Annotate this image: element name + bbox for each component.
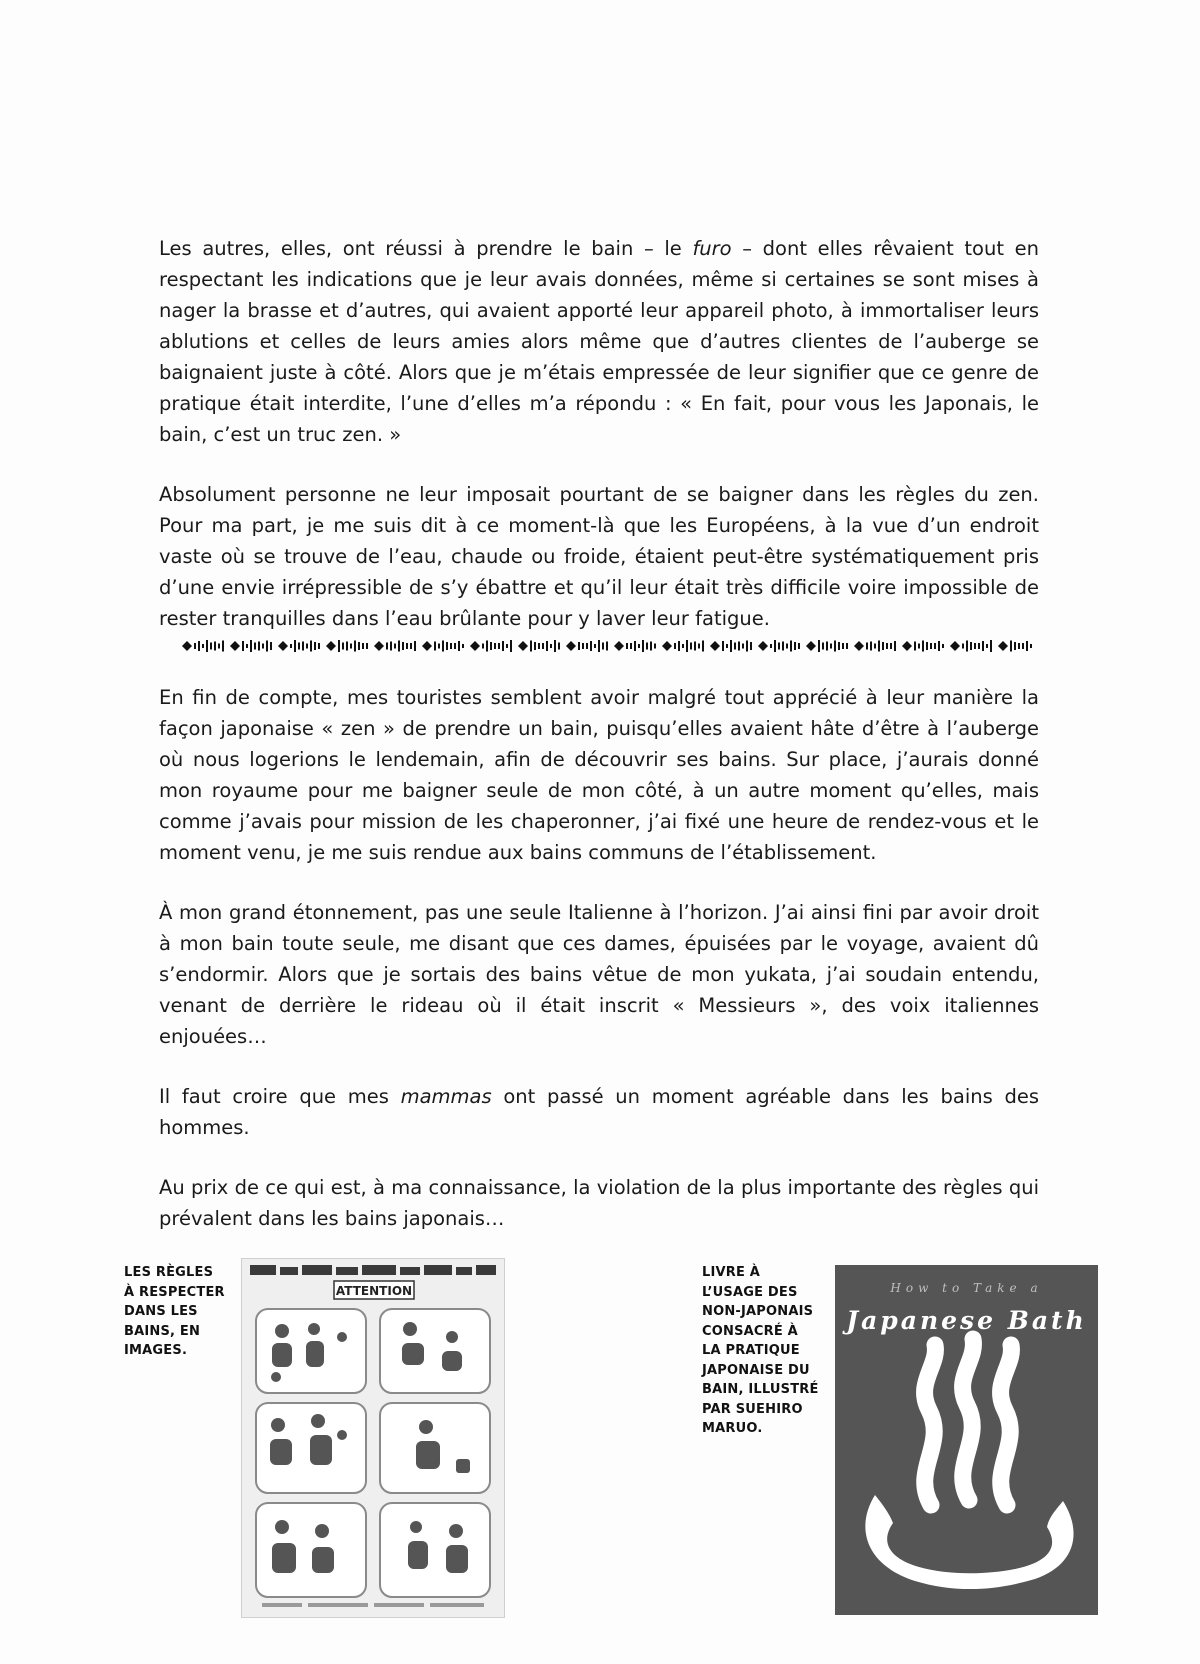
book-subtitle: How to Take a [890, 1281, 1043, 1295]
paragraph-text: Au prix de ce qui est, à ma connaissance, la violation de la plus importante des règles qui prévalent dans les bains japonais… [159, 1176, 1039, 1230]
paragraph-text: Il faut croire que mes [159, 1085, 401, 1108]
poster-illustration [242, 1259, 504, 1617]
paragraph-text: En fin de compte, mes touristes semblent avoir malgré tout apprécié à leur manière la façon japonaise « zen » de prendre un bain, puisqu’elles avaient hâte d’être à l’auberge où nous logerions le lendemain, afin de découvrir ses bains. Sur place, j’aurais donné mon royaume pour me baigner seule de mon côté, à un autre moment qu’elles, mais comme j’avais pour mission de les chaperonner, j’ai fixé une heure de rendez-vous et le moment venu, je me suis rendue aux bains communs de l’établissement. [159, 686, 1039, 864]
paragraph [159, 233, 1039, 450]
paragraph-text: – dont elles rêvaient tout en respectant les indications que je leur avais données, même si certaines se sont mises à nager la brasse et d’autres, qui avaient apporté leur appareil photo, à immortaliser leurs ablutions et celles de leurs amies alors même que d’autres clientes de l’auberge se baignaient juste à côté. Alors que je m’étais empressée de leur signifier que ce genre de pratique était interdite, l’une d’elles m’a répondu : « En fait, pour vous les Japonais, le bain, c’est un truc zen. » [159, 237, 1039, 446]
caption-line: IMAGES. [124, 1343, 188, 1358]
caption-line: BAIN, ILLUSTRÉ [702, 1382, 819, 1397]
caption-line: PAR SUEHIRO [702, 1401, 803, 1417]
italic-word: mammas [400, 1085, 492, 1108]
caption-book [702, 1263, 822, 1439]
paragraph-text: ont passé un moment agréable dans les bains des hommes. [159, 1085, 1039, 1139]
paragraph [159, 682, 1039, 868]
italic-word: furo [692, 237, 732, 260]
book-title: Japanese Bath [846, 1306, 1087, 1335]
caption-line: LES RÈGLES [124, 1265, 214, 1280]
paragraph [159, 897, 1039, 1052]
caption-line: LIVRE À [702, 1265, 761, 1280]
caption-line: BAINS, EN [124, 1323, 201, 1339]
caption-line: CONSACRÉ À [702, 1323, 798, 1339]
paragraph-text: Absolument personne ne leur imposait pourtant de se baigner dans les règles du zen. Pour ma part, je me suis dit à ce moment-là que les Européens, à la vue d’un endroit vaste où se trouve de l’eau, chaude ou froide, étaient peut-être systématiquement pris d’une envie irrépressible de s’y ébattre et qu’il leur était très difficile voire impossible de rester tranquilles dans l’eau brûlante pour y laver leur fatigue. [159, 483, 1039, 630]
bath-rules-poster [241, 1258, 505, 1618]
caption-line: DANS LES [124, 1304, 198, 1319]
hot-spring-icon [835, 1265, 1098, 1615]
caption-line: NON-JAPONAIS [702, 1304, 814, 1319]
decorative-divider [182, 636, 1042, 656]
paragraph-text: Les autres, elles, ont réussi à prendre le bain – le [159, 237, 693, 260]
text-block-top [159, 233, 1039, 634]
caption-line: LA PRATIQUE [702, 1343, 800, 1358]
caption-line: À RESPECTER [124, 1284, 225, 1300]
paragraph [159, 1172, 1039, 1234]
paragraph [159, 1081, 1039, 1143]
book-cover [835, 1265, 1098, 1615]
caption-line: L’USAGE DES [702, 1284, 798, 1300]
paragraph [159, 479, 1039, 634]
paragraph-text: À mon grand étonnement, pas une seule Italienne à l’horizon. J’ai ainsi fini par avoir droit à mon bain toute seule, me disant que ces dames, épuisées par le voyage, avaient dû s’endormir. Alors que je sortais des bains vêtue de mon yukata, j’ai soudain entendu, venant de derrière le rideau où il était inscrit « Messieurs », des voix italiennes enjouées… [159, 901, 1039, 1048]
text-block-bottom [159, 682, 1039, 1234]
caption-line: MARUO. [702, 1421, 763, 1436]
caption-bath-rules [124, 1263, 234, 1361]
poster-attention-label: ATTENTION [335, 1284, 413, 1298]
caption-line: JAPONAISE DU [702, 1362, 810, 1378]
